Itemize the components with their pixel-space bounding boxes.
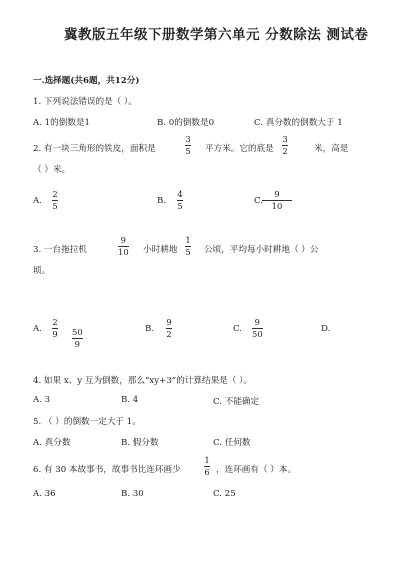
question-2-fraction-base xyxy=(282,135,288,156)
question-3-text-a: 3. 一台拖拉机 xyxy=(33,245,87,255)
fraction-numerator: 50 xyxy=(72,327,83,337)
fraction-numerator: 1 xyxy=(185,235,191,245)
question-3-fraction-area xyxy=(185,236,191,257)
fraction-denominator: 9 xyxy=(52,329,58,339)
fraction-denominator: 5 xyxy=(52,201,58,211)
question-3-option-b-fraction xyxy=(166,318,172,339)
question-3-option-a-label: A. xyxy=(33,324,42,334)
fraction-denominator: 5 xyxy=(177,201,183,211)
fraction-numerator: 2 xyxy=(52,189,58,199)
question-2-option-b-fraction xyxy=(177,190,183,211)
fraction-denominator: 2 xyxy=(166,329,172,339)
question-4-option-a: A. 3 xyxy=(33,395,51,405)
question-6-option-b: B. 30 xyxy=(121,489,144,499)
fraction-numerator: 2 xyxy=(52,317,58,327)
question-2-option-a-label: A. xyxy=(33,196,42,206)
fraction-denominator: 5 xyxy=(185,247,191,257)
question-3-text-b: 小时耕地 xyxy=(143,245,178,255)
question-2-option-c-fraction xyxy=(262,190,292,211)
question-2-fraction-area xyxy=(185,135,191,156)
question-4-option-b: B. 4 xyxy=(121,395,139,405)
question-5-option-a: A. 真分数 xyxy=(33,438,71,448)
fraction-denominator: 10 xyxy=(118,247,129,257)
question-6-option-c: C. 25 xyxy=(213,489,236,499)
question-3-option-a-fraction xyxy=(52,318,58,339)
question-3-text-c: 公顷，平均每小时耕地（ ）公 xyxy=(204,245,319,255)
fraction-denominator: 6 xyxy=(204,467,210,477)
question-3-option-d-label: D. xyxy=(321,324,331,334)
fraction-denominator: 2 xyxy=(282,146,288,156)
question-3-option-d-fraction xyxy=(72,328,83,349)
fraction-numerator: 1 xyxy=(204,455,210,465)
question-3-text-line2: 顷。 xyxy=(33,266,51,276)
question-5-option-c: C. 任何数 xyxy=(213,438,251,448)
question-2-option-b-label: B. xyxy=(157,196,167,206)
fraction-numerator: 9 xyxy=(166,317,172,327)
question-2-text-a: 2. 有一块三角形的铁皮，面积是 xyxy=(33,144,156,154)
question-5-stem: 5. （ ）的倒数一定大于 1。 xyxy=(33,417,141,427)
section-heading: 一.选择题(共6题，共12分) xyxy=(33,76,140,86)
question-5-option-b: B. 假分数 xyxy=(121,438,159,448)
question-2-option-a-fraction xyxy=(52,190,58,211)
question-6-option-a: A. 36 xyxy=(33,489,56,499)
fraction-numerator: 4 xyxy=(177,189,183,199)
fraction-numerator: 9 xyxy=(274,189,280,199)
question-1-option-c: C. 真分数的倒数大于 1 xyxy=(254,118,343,128)
question-2-text-c: 米，高是 xyxy=(314,144,349,154)
fraction-numerator: 3 xyxy=(282,134,288,144)
question-1-stem: 1. 下列说法错误的是（ ）。 xyxy=(33,97,137,107)
fraction-numerator: 9 xyxy=(254,317,260,327)
question-6-text-b: ，连环画有（ ）本。 xyxy=(216,465,297,475)
question-3-option-c-label: C. xyxy=(233,324,243,334)
question-3-fraction-hours xyxy=(118,236,129,257)
question-3-option-c-fraction xyxy=(252,318,263,339)
question-2-option-c-label: C. xyxy=(254,196,264,206)
question-1-option-a: A. 1的倒数是1 xyxy=(33,118,90,128)
question-3-option-b-label: B. xyxy=(145,324,155,334)
question-6-fraction xyxy=(204,456,210,477)
fraction-numerator: 3 xyxy=(185,134,191,144)
fraction-numerator: 9 xyxy=(120,235,126,245)
question-1-option-b: B. 0的倒数是0 xyxy=(157,118,215,128)
question-4-option-c: C. 不能确定 xyxy=(213,397,260,407)
fraction-denominator: 10 xyxy=(271,201,283,211)
page-title: 冀教版五年级下册数学第六单元 分数除法 测试卷 xyxy=(64,27,369,43)
question-4-stem: 4. 如果 x、y 互为倒数，那么“xy+3”的计算结果是（ ）。 xyxy=(33,376,252,386)
fraction-denominator: 9 xyxy=(74,339,80,349)
fraction-denominator: 50 xyxy=(252,329,263,339)
question-6-text-a: 6. 有 30 本故事书，故事书比连环画少 xyxy=(33,465,181,475)
question-2-text-line2: （ ）米。 xyxy=(33,165,71,175)
fraction-denominator: 5 xyxy=(185,146,191,156)
question-2-text-b: 平方米。它的底是 xyxy=(205,144,274,154)
